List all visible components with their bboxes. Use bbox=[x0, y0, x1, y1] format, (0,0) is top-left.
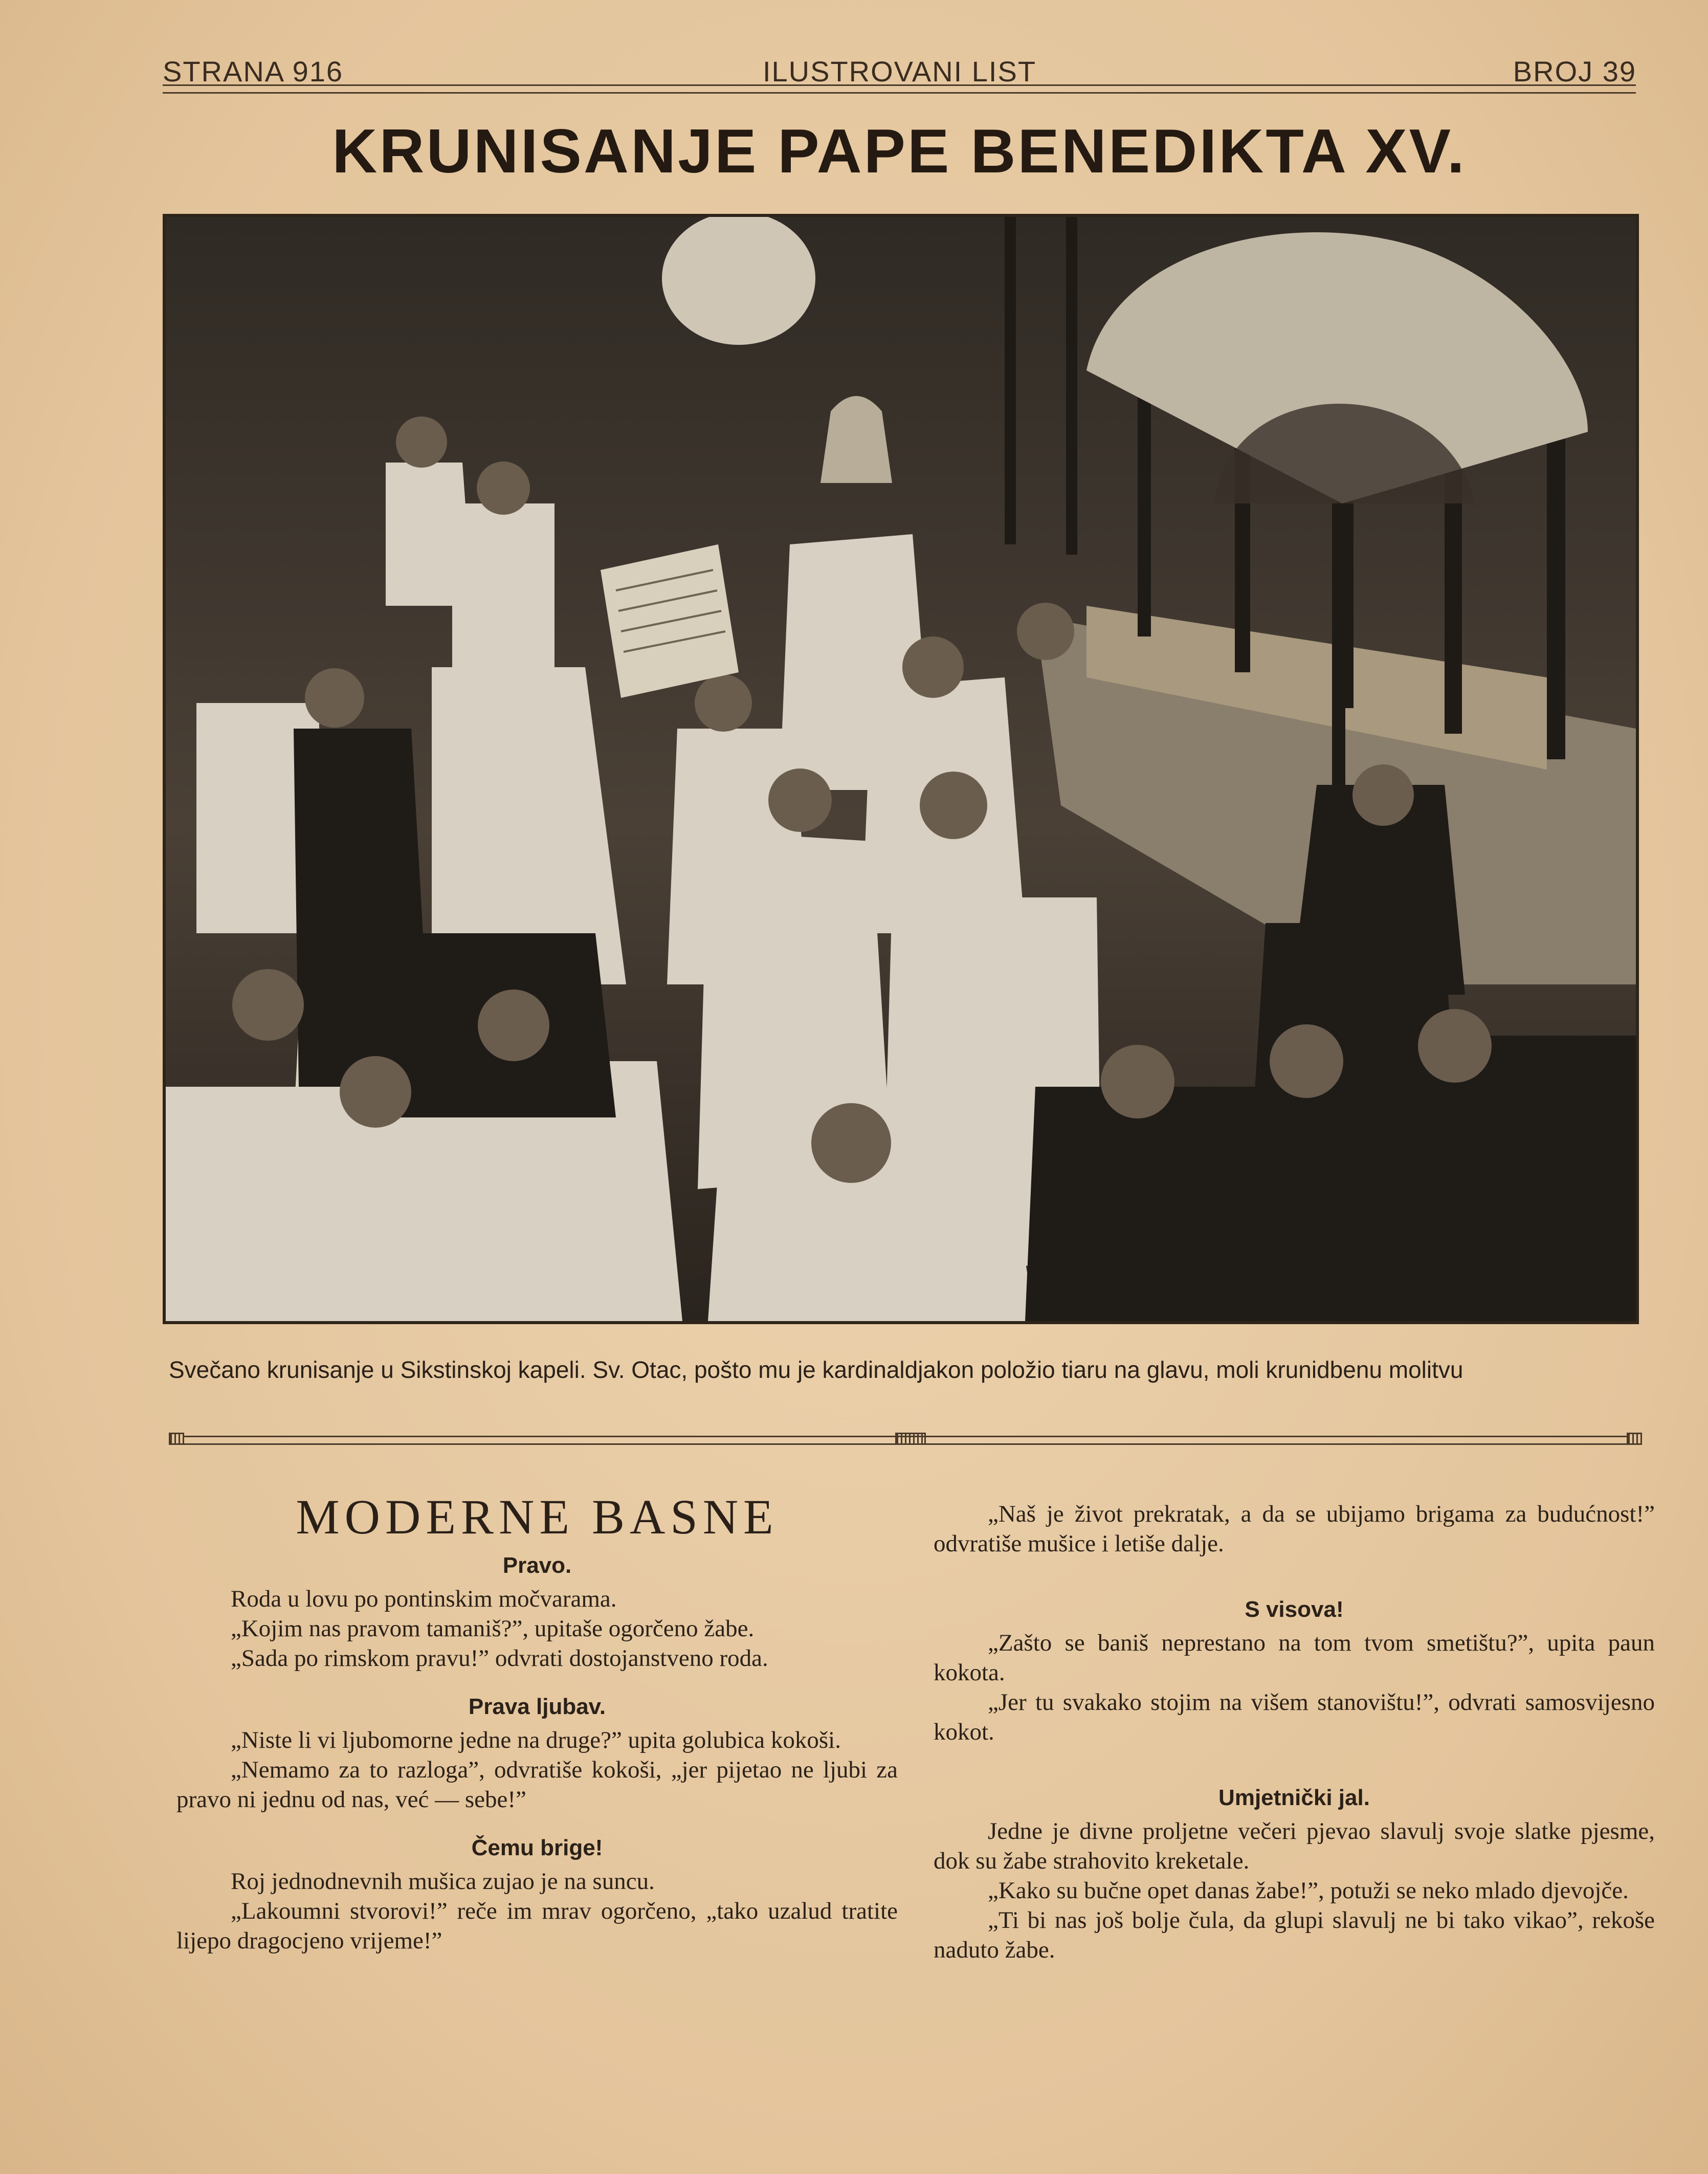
fable-paragraph: „Kako su bučne opet danas žabe!”, potuži se neko mlado djevojče. bbox=[988, 1877, 1629, 1904]
photo-caption: Svečano krunisanje u Sikstinskoj kapeli. Sv. Otac, pošto mu je kardinaldjakon položio tiaru na glavu, moli krunidbenu molitvu bbox=[169, 1356, 1463, 1383]
photo-illustration bbox=[166, 217, 1636, 1321]
page-title: KRUNISANJE PAPE BENEDIKTA XV. bbox=[332, 116, 1467, 186]
fable-paragraph: Jedne je divne proljetne večeri pjevao slavulj svoje slatke pjesme, dok su žabe strahovito kreketale. bbox=[934, 1818, 1655, 1874]
fable-paragraph: „Niste li vi ljubomorne jedne na druge?” upita golubica kokoši. bbox=[231, 1727, 841, 1753]
issue-number: BROJ 39 bbox=[1513, 55, 1636, 87]
fable-paragraph: „Sada po rimskom pravu!” odvrati dostojanstveno roda. bbox=[231, 1645, 768, 1672]
fable-heading: Prava ljubav. bbox=[468, 1694, 606, 1719]
fable-paragraph: „Lakoumni stvorovi!” reče im mrav ogorčeno, „tako uzalud tratite lijepo dragocjeno vrijeme!” bbox=[176, 1898, 898, 1954]
fable-paragraph: Roda u lovu po pontinskim močvarama. bbox=[231, 1586, 617, 1612]
fable-paragraph: „Ti bi nas još bolje čula, da glupi slavulj ne bi tako vikao”, rekoše naduto žabe. bbox=[934, 1907, 1655, 1963]
fable-paragraph: „Jer tu svakako stojim na višem stanovištu!”, odvrati samosvijesno kokot. bbox=[934, 1689, 1655, 1745]
fable-heading: Čemu brige! bbox=[471, 1835, 603, 1860]
fable-paragraph: „Naš je život prekratak, a da se ubijamo brigama za budućnost!” odvratiše mušice i letiše dalje. bbox=[934, 1501, 1655, 1557]
fable-heading: S visova! bbox=[1245, 1597, 1344, 1622]
page-number: STRANA 916 bbox=[163, 55, 344, 87]
fable-heading: Umjetnički jal. bbox=[1218, 1785, 1370, 1810]
header-rule bbox=[163, 84, 1636, 94]
ornamental-divider bbox=[169, 1433, 1642, 1447]
fable-paragraph: „Zašto se baniš neprestano na tom tvom smetištu?”, upita paun kokota. bbox=[934, 1630, 1655, 1686]
fable-paragraph: „Nemamo za to razloga”, odvratiše kokoši, „jer pijetao ne ljubi za pravo ni jednu od nas, već — sebe!” bbox=[176, 1756, 898, 1813]
coronation-photo bbox=[163, 214, 1639, 1324]
right-column bbox=[934, 1499, 1655, 1965]
fable-paragraph: „Kojim nas pravom tamaniš?”, upitaše ogorčeno žabe. bbox=[231, 1615, 755, 1642]
article-title: MODERNE BASNE bbox=[296, 1489, 779, 1544]
left-column bbox=[176, 1489, 898, 1956]
fable-heading: Pravo. bbox=[502, 1553, 572, 1578]
publication-name: ILUSTROVANI LIST bbox=[762, 55, 1037, 87]
fable-paragraph: Roj jednodnevnih mušica zujao je na suncu. bbox=[231, 1868, 655, 1895]
running-head bbox=[163, 47, 1636, 88]
